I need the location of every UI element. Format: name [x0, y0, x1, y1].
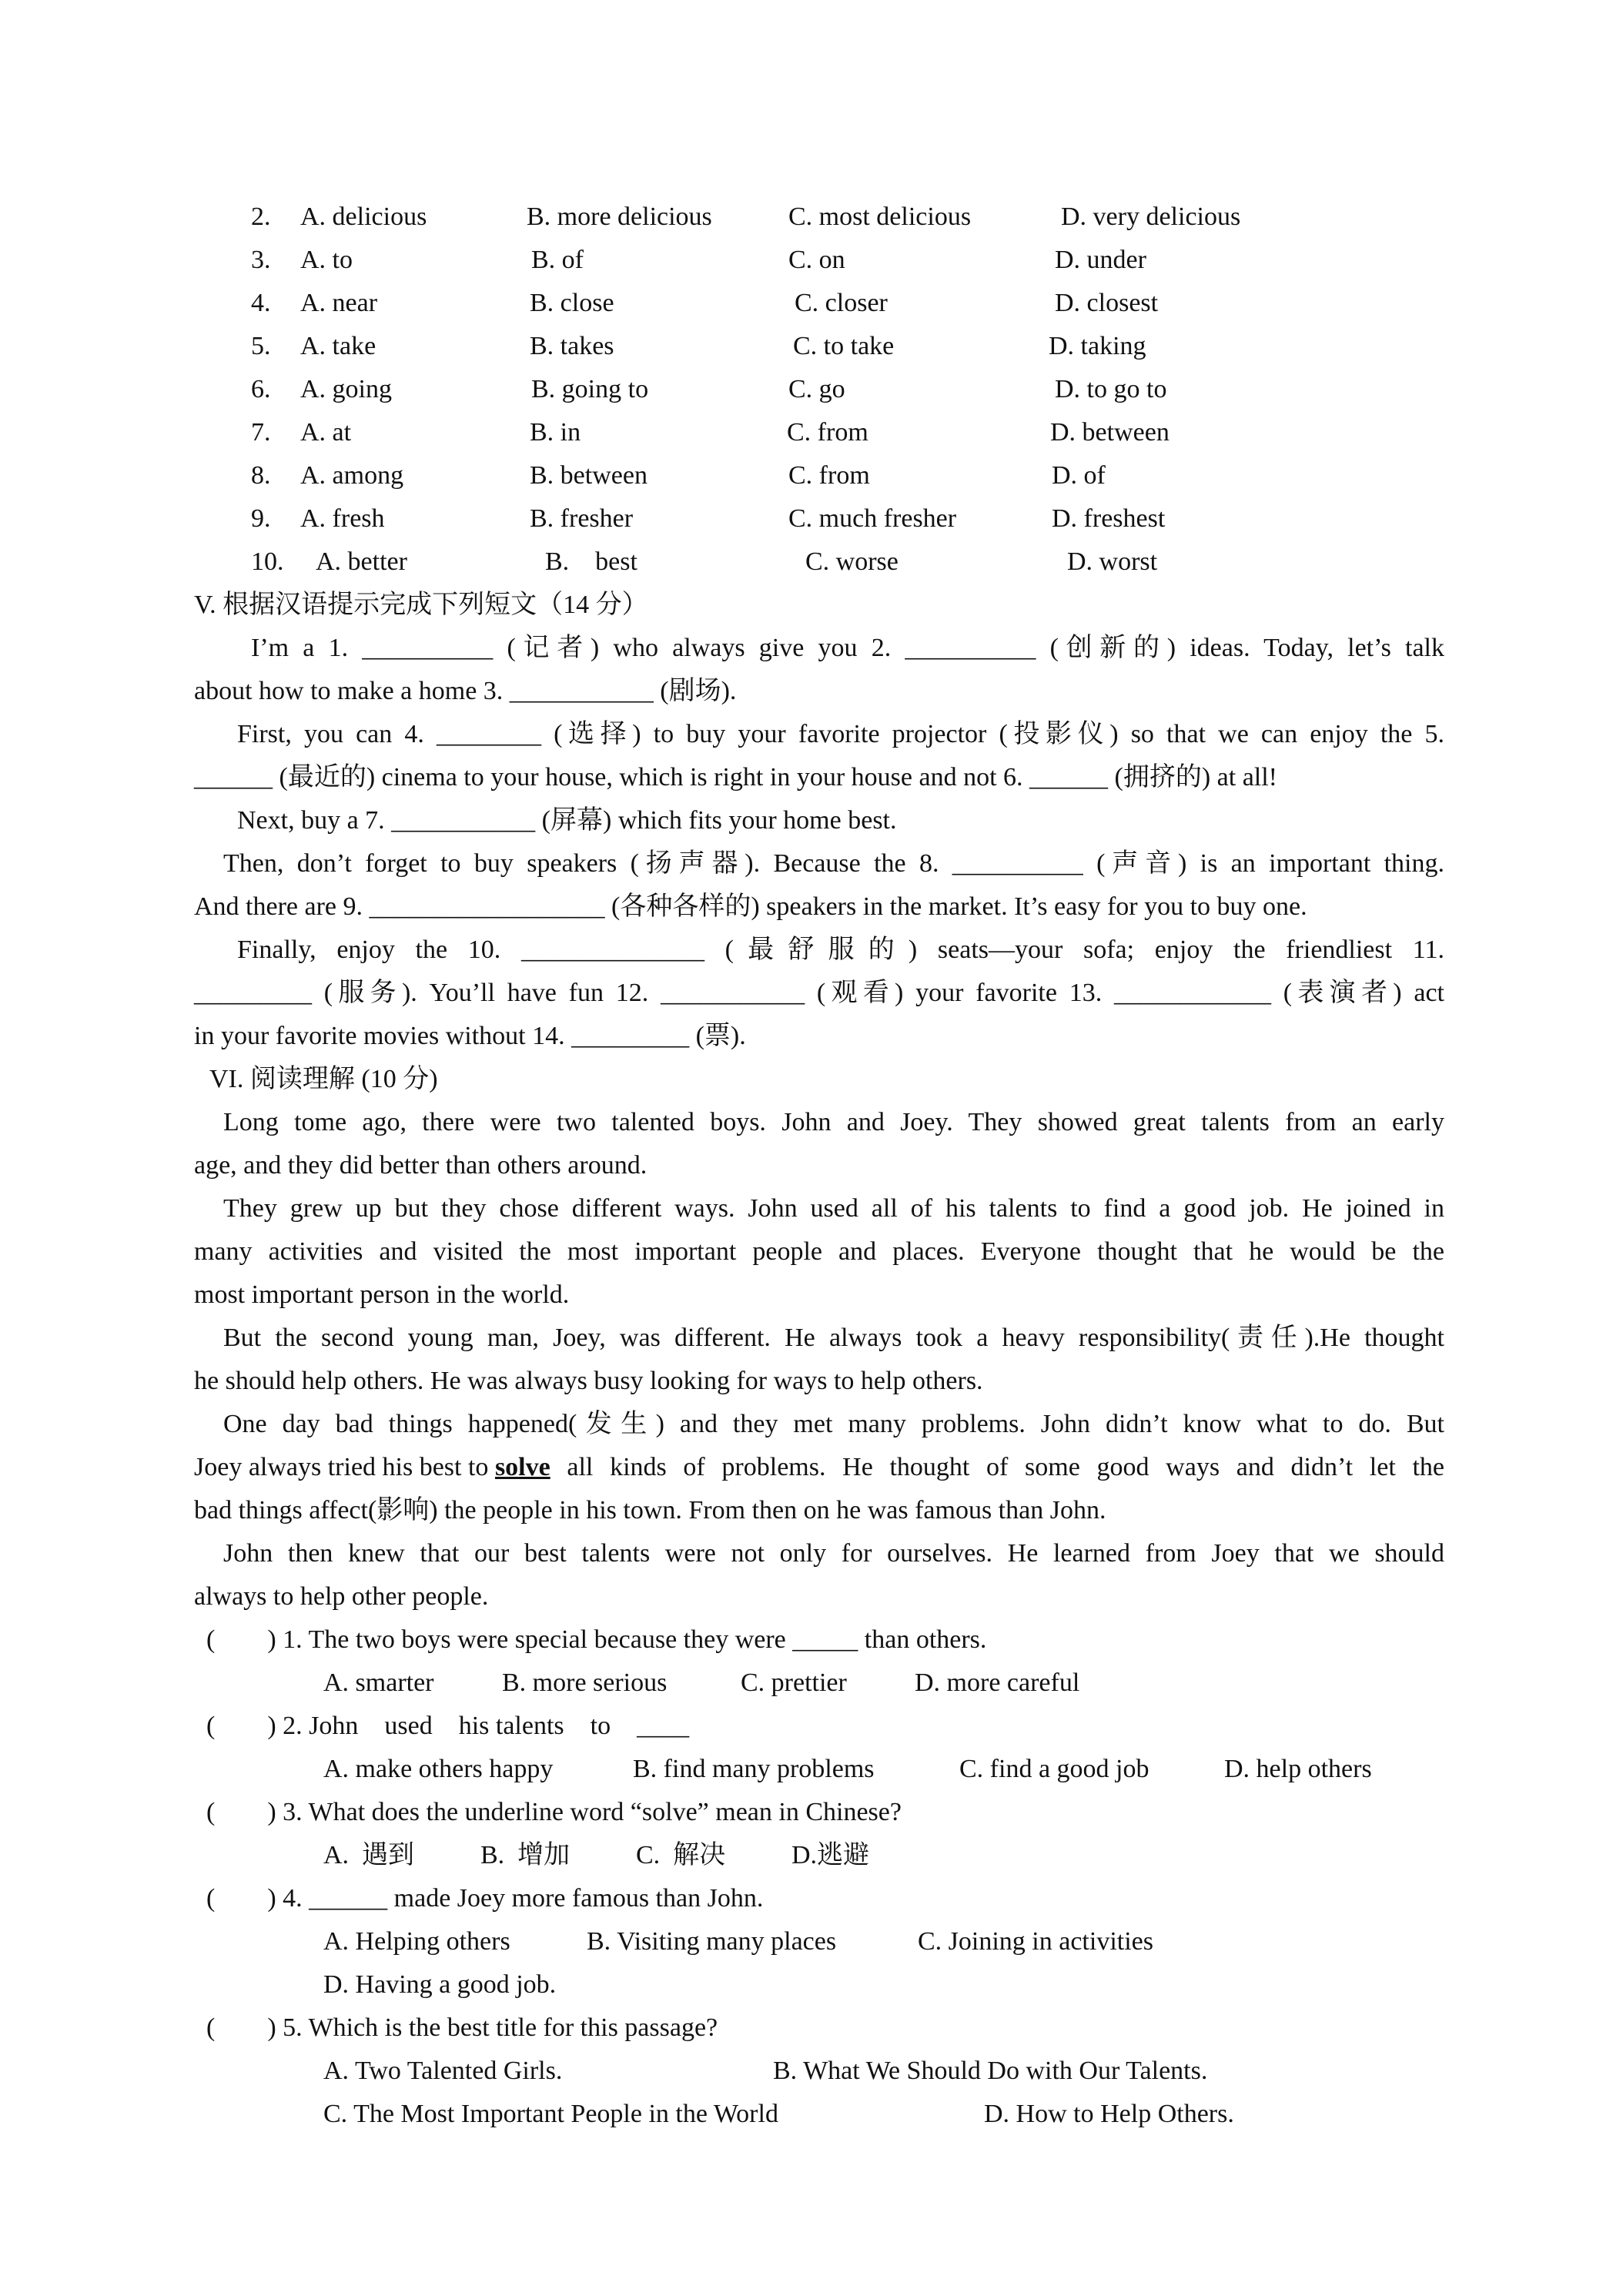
reading-line: John then knew that our best talents were not only for ourselves. He learned from Joey that we should — [223, 1539, 1444, 1568]
option-a: A. Helping others — [323, 1927, 510, 1956]
answer-bracket[interactable]: ( ) — [206, 1712, 276, 1740]
question-stem: 5. Which is the best title for this passage? — [283, 2013, 718, 2042]
question-stem: 4. ______ made Joey more famous than John. — [283, 1884, 764, 1913]
item-number: 6. — [251, 375, 271, 403]
option-d: D. more careful — [915, 1668, 1080, 1697]
question-stem: 3. What does the underline word “solve” mean in Chinese? — [283, 1798, 902, 1826]
underlined-word-solve: solve — [494, 1453, 550, 1481]
reading-line: many activities and visited the most important people and places. Everyone thought that he would be the — [194, 1237, 1444, 1266]
option-c: C. go — [788, 375, 845, 403]
option-b: B. of — [531, 246, 584, 274]
question-stem: 2. John used his talents to ____ — [283, 1712, 690, 1740]
option-a: A. smarter — [323, 1668, 434, 1697]
option-a: A. better — [316, 547, 407, 576]
passage-line: ______ (最近的) cinema to your house, which is right in your house and not 6. ______ (拥挤的) at all! — [194, 763, 1277, 792]
option-a: A. take — [300, 332, 376, 360]
reading-line — [194, 1446, 1444, 1489]
reading-line: always to help other people. — [194, 1582, 489, 1611]
option-b: B. What We Should Do with Our Talents. — [773, 2057, 1208, 2085]
option-c: C. to take — [793, 332, 895, 360]
reading-line: most important person in the world. — [194, 1280, 570, 1309]
option-b: B. find many problems — [633, 1755, 875, 1783]
option-c: C. worse — [805, 547, 899, 576]
option-a: A. make others happy — [323, 1755, 554, 1783]
passage-line: in your favorite movies without 14. _________ (票). — [194, 1022, 746, 1050]
option-d: D. freshest — [1052, 504, 1166, 533]
option-c: C. from — [788, 461, 870, 490]
option-c: C. on — [788, 246, 845, 274]
reading-line: age, and they did better than others around. — [194, 1151, 648, 1180]
option-b: B. fresher — [530, 504, 634, 533]
option-b: B. more serious — [502, 1668, 668, 1697]
answer-bracket[interactable]: ( ) — [206, 1884, 276, 1913]
option-c: C. much fresher — [788, 504, 957, 533]
option-a: A. near — [300, 289, 378, 317]
option-a: A. fresh — [300, 504, 385, 533]
option-a: A. going — [300, 375, 392, 403]
option-a: A. to — [300, 246, 353, 274]
option-c: C. prettier — [741, 1668, 847, 1697]
item-number: 8. — [251, 461, 271, 490]
passage-line: Next, buy a 7. ___________ (屏幕) which fits your home best. — [237, 806, 897, 835]
item-number: 9. — [251, 504, 271, 533]
reading-line: One day bad things happened(发生) and they met many problems. John didn’t know what to do. But — [223, 1410, 1444, 1438]
option-c: C. Joining in activities — [918, 1927, 1153, 1956]
option-b: B. close — [530, 289, 614, 317]
option-d: D. How to Help Others. — [984, 2100, 1234, 2128]
option-d: D. taking — [1049, 332, 1146, 360]
reading-text: Joey always tried his best to — [194, 1453, 495, 1481]
option-d: D. between — [1050, 418, 1170, 447]
item-number: 2. — [251, 202, 271, 231]
reading-text: all kinds of problems. He thought of some good ways and didn’t let the — [550, 1453, 1444, 1481]
option-d: D. under — [1055, 246, 1146, 274]
option-d: D. Having a good job. — [323, 1970, 557, 1999]
passage-line: _________ (服务). You’ll have fun 12. ___________ (观看) your favorite 13. ____________ (表演者) act — [194, 979, 1444, 1007]
option-d: D. very delicious — [1061, 202, 1241, 231]
option-d: D. help others — [1224, 1755, 1372, 1783]
passage-line: about how to make a home 3. ___________ (剧场). — [194, 677, 737, 705]
option-b: B. best — [545, 547, 637, 576]
option-c: C. closer — [795, 289, 888, 317]
answer-bracket[interactable]: ( ) — [206, 2013, 276, 2042]
passage-line: First, you can 4. ________ (选择) to buy your favorite projector (投影仪) so that we can enjoy the 5. — [237, 720, 1444, 748]
passage-line: I’m a 1. __________ (记者) who always give you 2. __________ (创新的) ideas. Today, let’s talk — [251, 634, 1444, 662]
option-a: A. delicious — [300, 202, 427, 231]
reading-line: But the second young man, Joey, was different. He always took a heavy responsibility(责任).He thought — [223, 1324, 1444, 1352]
option-d: D. closest — [1055, 289, 1159, 317]
section-heading: VI. 阅读理解 (10 分) — [209, 1065, 438, 1093]
item-number: 3. — [251, 246, 271, 274]
reading-line: Long tome ago, there were two talented boys. John and Joey. They showed great talents from an early — [223, 1108, 1444, 1136]
option-b: B. in — [530, 418, 581, 447]
answer-bracket[interactable]: ( ) — [206, 1798, 276, 1826]
option-c: C. find a good job — [959, 1755, 1149, 1783]
question — [206, 2006, 718, 2050]
reading-line: They grew up but they chose different ways. John used all of his talents to find a good job. He joined in — [223, 1194, 1444, 1223]
reading-line: bad things affect(影响) the people in his town. From then on he was famous than John. — [194, 1496, 1106, 1525]
option-b: B. between — [530, 461, 648, 490]
option-b: B. takes — [530, 332, 614, 360]
item-number: 4. — [251, 289, 271, 317]
question — [206, 1618, 986, 1662]
option-a: A. at — [300, 418, 352, 447]
option-b: B. going to — [531, 375, 649, 403]
answer-bracket[interactable]: ( ) — [206, 1625, 276, 1654]
option-a: A. among — [300, 461, 404, 490]
item-number: 10. — [251, 547, 284, 576]
passage-line: Finally, enjoy the 10. ______________ (最舒服的) seats—your sofa; enjoy the friendliest 11. — [237, 935, 1444, 964]
option-c: C. The Most Important People in the World — [323, 2100, 778, 2128]
option-d: D. of — [1052, 461, 1106, 490]
question — [206, 1791, 902, 1834]
option-d: D.逃避 — [791, 1841, 870, 1869]
reading-line: he should help others. He was always busy looking for ways to help others. — [194, 1367, 983, 1395]
option-b: B. 增加 — [480, 1841, 571, 1869]
question-stem: 1. The two boys were special because they were _____ than others. — [283, 1625, 987, 1654]
option-c: C. from — [787, 418, 868, 447]
question — [206, 1877, 763, 1920]
item-number: 5. — [251, 332, 271, 360]
option-c: C. most delicious — [788, 202, 972, 231]
option-d: D. worst — [1067, 547, 1158, 576]
option-c: C. 解决 — [636, 1841, 726, 1869]
option-b: B. Visiting many places — [587, 1927, 837, 1956]
question — [206, 1705, 689, 1748]
section-heading: V. 根据汉语提示完成下列短文（14 分） — [194, 591, 648, 619]
passage-line: And there are 9. __________________ (各种各样的) speakers in the market. It’s easy for you to buy one. — [194, 892, 1307, 921]
option-b: B. more delicious — [527, 202, 712, 231]
passage-line: Then, don’t forget to buy speakers (扬声器). Because the 8. __________ (声音) is an important thing. — [223, 849, 1444, 878]
option-a: A. Two Talented Girls. — [323, 2057, 563, 2085]
option-a: A. 遇到 — [323, 1841, 415, 1869]
option-d: D. to go to — [1055, 375, 1167, 403]
item-number: 7. — [251, 418, 271, 447]
